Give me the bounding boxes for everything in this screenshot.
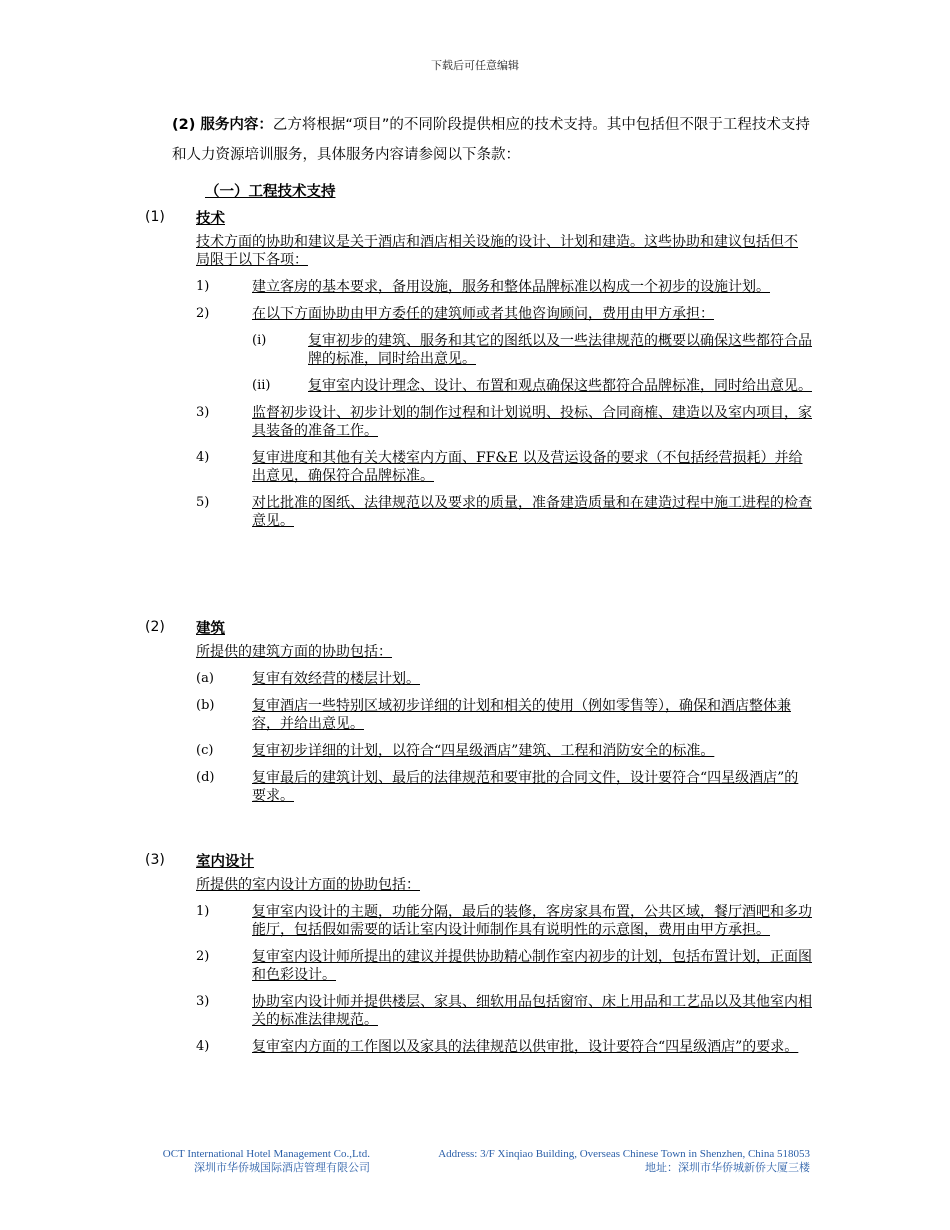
section-heading xyxy=(145,206,845,228)
list-item xyxy=(145,903,845,939)
section-architecture xyxy=(145,616,845,805)
footer-address xyxy=(400,1147,810,1175)
item-number: (c) xyxy=(196,743,214,758)
section-heading xyxy=(145,849,845,871)
footer-address-cn: 地址：深圳市华侨城新侨大厦三楼 xyxy=(645,1162,810,1174)
list-item xyxy=(145,742,845,760)
list-item xyxy=(145,697,845,733)
list-item xyxy=(145,494,845,530)
section-number: (2) xyxy=(145,619,165,635)
list-item xyxy=(145,278,845,296)
item-text: 复审进度和其他有关大楼室内方面、FF&E 以及营运设备的要求（不包括经营损耗）并给出意见，确保符合品牌标准。 xyxy=(252,450,803,484)
section-paragraph: 所提供的建筑方面的协助包括： xyxy=(196,644,392,660)
item-number: 3) xyxy=(196,405,210,420)
item-text: 复审有效经营的楼层计划。 xyxy=(252,671,420,687)
sub-item-number: (ii) xyxy=(252,378,271,393)
sub-item-text: 复审室内设计理念、设计、布置和观点确保这些都符合品牌标准，同时给出意见。 xyxy=(308,378,812,394)
list-item xyxy=(145,449,845,485)
item-number: (a) xyxy=(196,671,214,686)
item-number: 2) xyxy=(196,306,210,321)
item-number: (b) xyxy=(196,698,215,713)
list-item xyxy=(145,993,845,1029)
list-item xyxy=(145,305,845,323)
item-text: 在以下方面协助由甲方委任的建筑师或者其他咨询顾问，费用由甲方承担： xyxy=(252,306,714,322)
section-number: (1) xyxy=(145,209,165,225)
list-item xyxy=(145,1038,845,1056)
section-interior-design xyxy=(145,849,845,1056)
section-title: 室内设计 xyxy=(196,853,254,870)
sub-item xyxy=(145,332,845,368)
item-text: 复审室内方面的工作图以及家具的法律规范以供审批，设计要符合“四星级酒店”的要求。 xyxy=(252,1039,799,1055)
item-number: 1) xyxy=(196,904,210,919)
sub-item xyxy=(145,377,845,395)
item-text: 协助室内设计师并提供楼层、家具、细软用品包括窗帘、床上用品和工艺品以及其他室内相关的标准法律规范。 xyxy=(252,994,812,1028)
item-text: 复审最后的建筑计划、最后的法律规范和要审批的合同文件，设计要符合“四星级酒店”的要求。 xyxy=(252,770,799,804)
section-technical xyxy=(145,206,845,530)
section-number: (3) xyxy=(145,852,165,868)
footer-address-en: Address: 3/F Xinqiao Building, Overseas Chinese Town in Shenzhen, China 518053 xyxy=(438,1148,810,1160)
item-number: 2) xyxy=(196,949,210,964)
footer-company-cn: 深圳市华侨城国际酒店管理有限公司 xyxy=(194,1162,370,1174)
page-header-note: 下载后可任意编辑 xyxy=(431,59,519,72)
section-title: 建筑 xyxy=(196,620,225,637)
section-heading xyxy=(145,616,845,638)
item-text: 复审室内设计师所提出的建议并提供协助精心制作室内初步的计划，包括布置计划，正面图和色彩设计。 xyxy=(252,949,812,983)
item-number: 1) xyxy=(196,279,210,294)
item-text: 复审初步详细的计划，以符合“四星级酒店”建筑、工程和消防安全的标准。 xyxy=(252,743,715,759)
item-number: 3) xyxy=(196,994,210,1009)
sub-item-number: (i) xyxy=(252,333,267,348)
footer-company-en: OCT International Hotel Management Co.,Ltd. xyxy=(162,1148,370,1160)
item-text: 复审室内设计的主题，功能分隔，最后的装修，客房家具布置，公共区域，餐厅酒吧和多功能厅，包括假如需要的话让室内设计师制作具有说明性的示意图，费用由甲方承担。 xyxy=(252,904,812,938)
footer-company xyxy=(140,1147,370,1175)
service-label: (2) 服务内容： xyxy=(172,117,273,133)
list-item xyxy=(145,404,845,440)
item-text: 对比批准的图纸、法律规范以及要求的质量，准备建造质量和在建造过程中施工进程的检查意见。 xyxy=(252,495,812,529)
item-number: (d) xyxy=(196,770,215,785)
service-intro xyxy=(172,110,812,170)
list-item xyxy=(145,670,845,688)
section-title: 技术 xyxy=(196,210,225,227)
sub-item-text: 复审初步的建筑、服务和其它的图纸以及一些法律规范的概要以确保这些都符合品牌的标准，同时给出意见。 xyxy=(308,333,812,367)
list-item xyxy=(145,769,845,805)
item-number: 4) xyxy=(196,1039,210,1054)
service-text: 乙方将根据“项目”的不同阶段提供相应的技术支持。其中包括但不限于工程技术支持和人力资源培训服务，具体服务内容请参阅以下条款： xyxy=(172,117,810,163)
item-text: 复审酒店一些特别区域初步详细的计划和相关的使用（例如零售等），确保和酒店整体兼容，并给出意见。 xyxy=(252,698,791,732)
engineering-support-title: （一）工程技术支持 xyxy=(205,184,336,200)
item-text: 监督初步设计、初步计划的制作过程和计划说明、投标、合同商榷、建造以及室内项目，家具装备的准备工作。 xyxy=(252,405,812,439)
section-paragraph: 技术方面的协助和建议是关于酒店和酒店相关设施的设计、计划和建造。这些协助和建议包括但不局限于以下各项： xyxy=(196,234,798,268)
item-number: 4) xyxy=(196,450,210,465)
list-item xyxy=(145,948,845,984)
item-number: 5) xyxy=(196,495,210,510)
section-paragraph: 所提供的室内设计方面的协助包括： xyxy=(196,877,420,893)
item-text: 建立客房的基本要求，备用设施，服务和整体品牌标准以构成一个初步的设施计划。 xyxy=(252,279,770,295)
